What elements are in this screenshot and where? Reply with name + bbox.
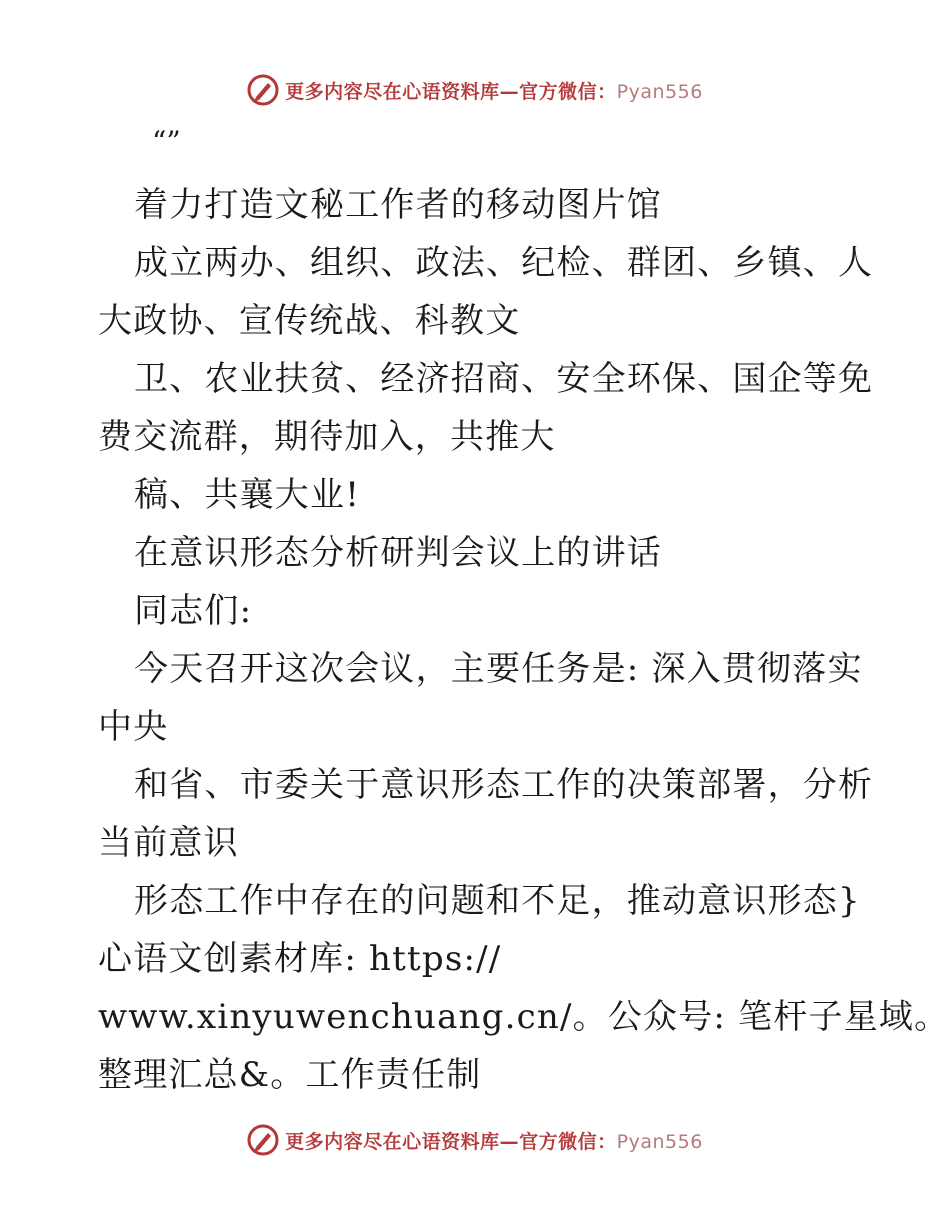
- pen-seal-icon: [247, 1124, 279, 1156]
- watermark-text: 更多内容尽在心语资料库—官方微信：Pyan556: [285, 1130, 703, 1153]
- text-line: 今天召开这次会议，主要任务是: 深入贯彻落实: [134, 649, 863, 689]
- salutation: 同志们:: [134, 591, 253, 631]
- header-watermark: [0, 70, 950, 110]
- text-line: 着力打造文秘工作者的移动图片馆: [134, 185, 662, 225]
- text-line: 和省、市委关于意识形态工作的决策部署，分析: [134, 765, 874, 805]
- text-line: 费交流群，期待加入，共推大: [98, 417, 556, 457]
- text-line: 整理汇总&。工作责任制: [98, 1055, 482, 1095]
- speech-title: 在意识形态分析研判会议上的讲话: [134, 533, 662, 573]
- text-line: 当前意识: [98, 823, 239, 863]
- footer-watermark: [0, 1120, 950, 1160]
- pen-seal-icon: [247, 74, 279, 106]
- text-line: 稿、共襄大业!: [134, 475, 361, 515]
- text-line: 中央: [98, 707, 169, 747]
- text-line: 形态工作中存在的问题和不足，推动意识形态}: [134, 881, 861, 921]
- text-line: 成立两办、组织、政法、纪检、群团、乡镇、人: [134, 243, 874, 283]
- text-line: 心语文创素材库: https://: [98, 939, 502, 979]
- text-line: www.xinyuwenchuang.cn/。公众号: 笔杆子星域。: [98, 997, 950, 1037]
- document-body: [98, 176, 950, 1104]
- text-line: 大政协、宣传统战、科教文: [98, 301, 521, 341]
- quote-marks: “”: [152, 125, 181, 158]
- text-line: 卫、农业扶贫、经济招商、安全环保、国企等免: [134, 359, 874, 399]
- watermark-text: 更多内容尽在心语资料库—官方微信：Pyan556: [285, 80, 703, 103]
